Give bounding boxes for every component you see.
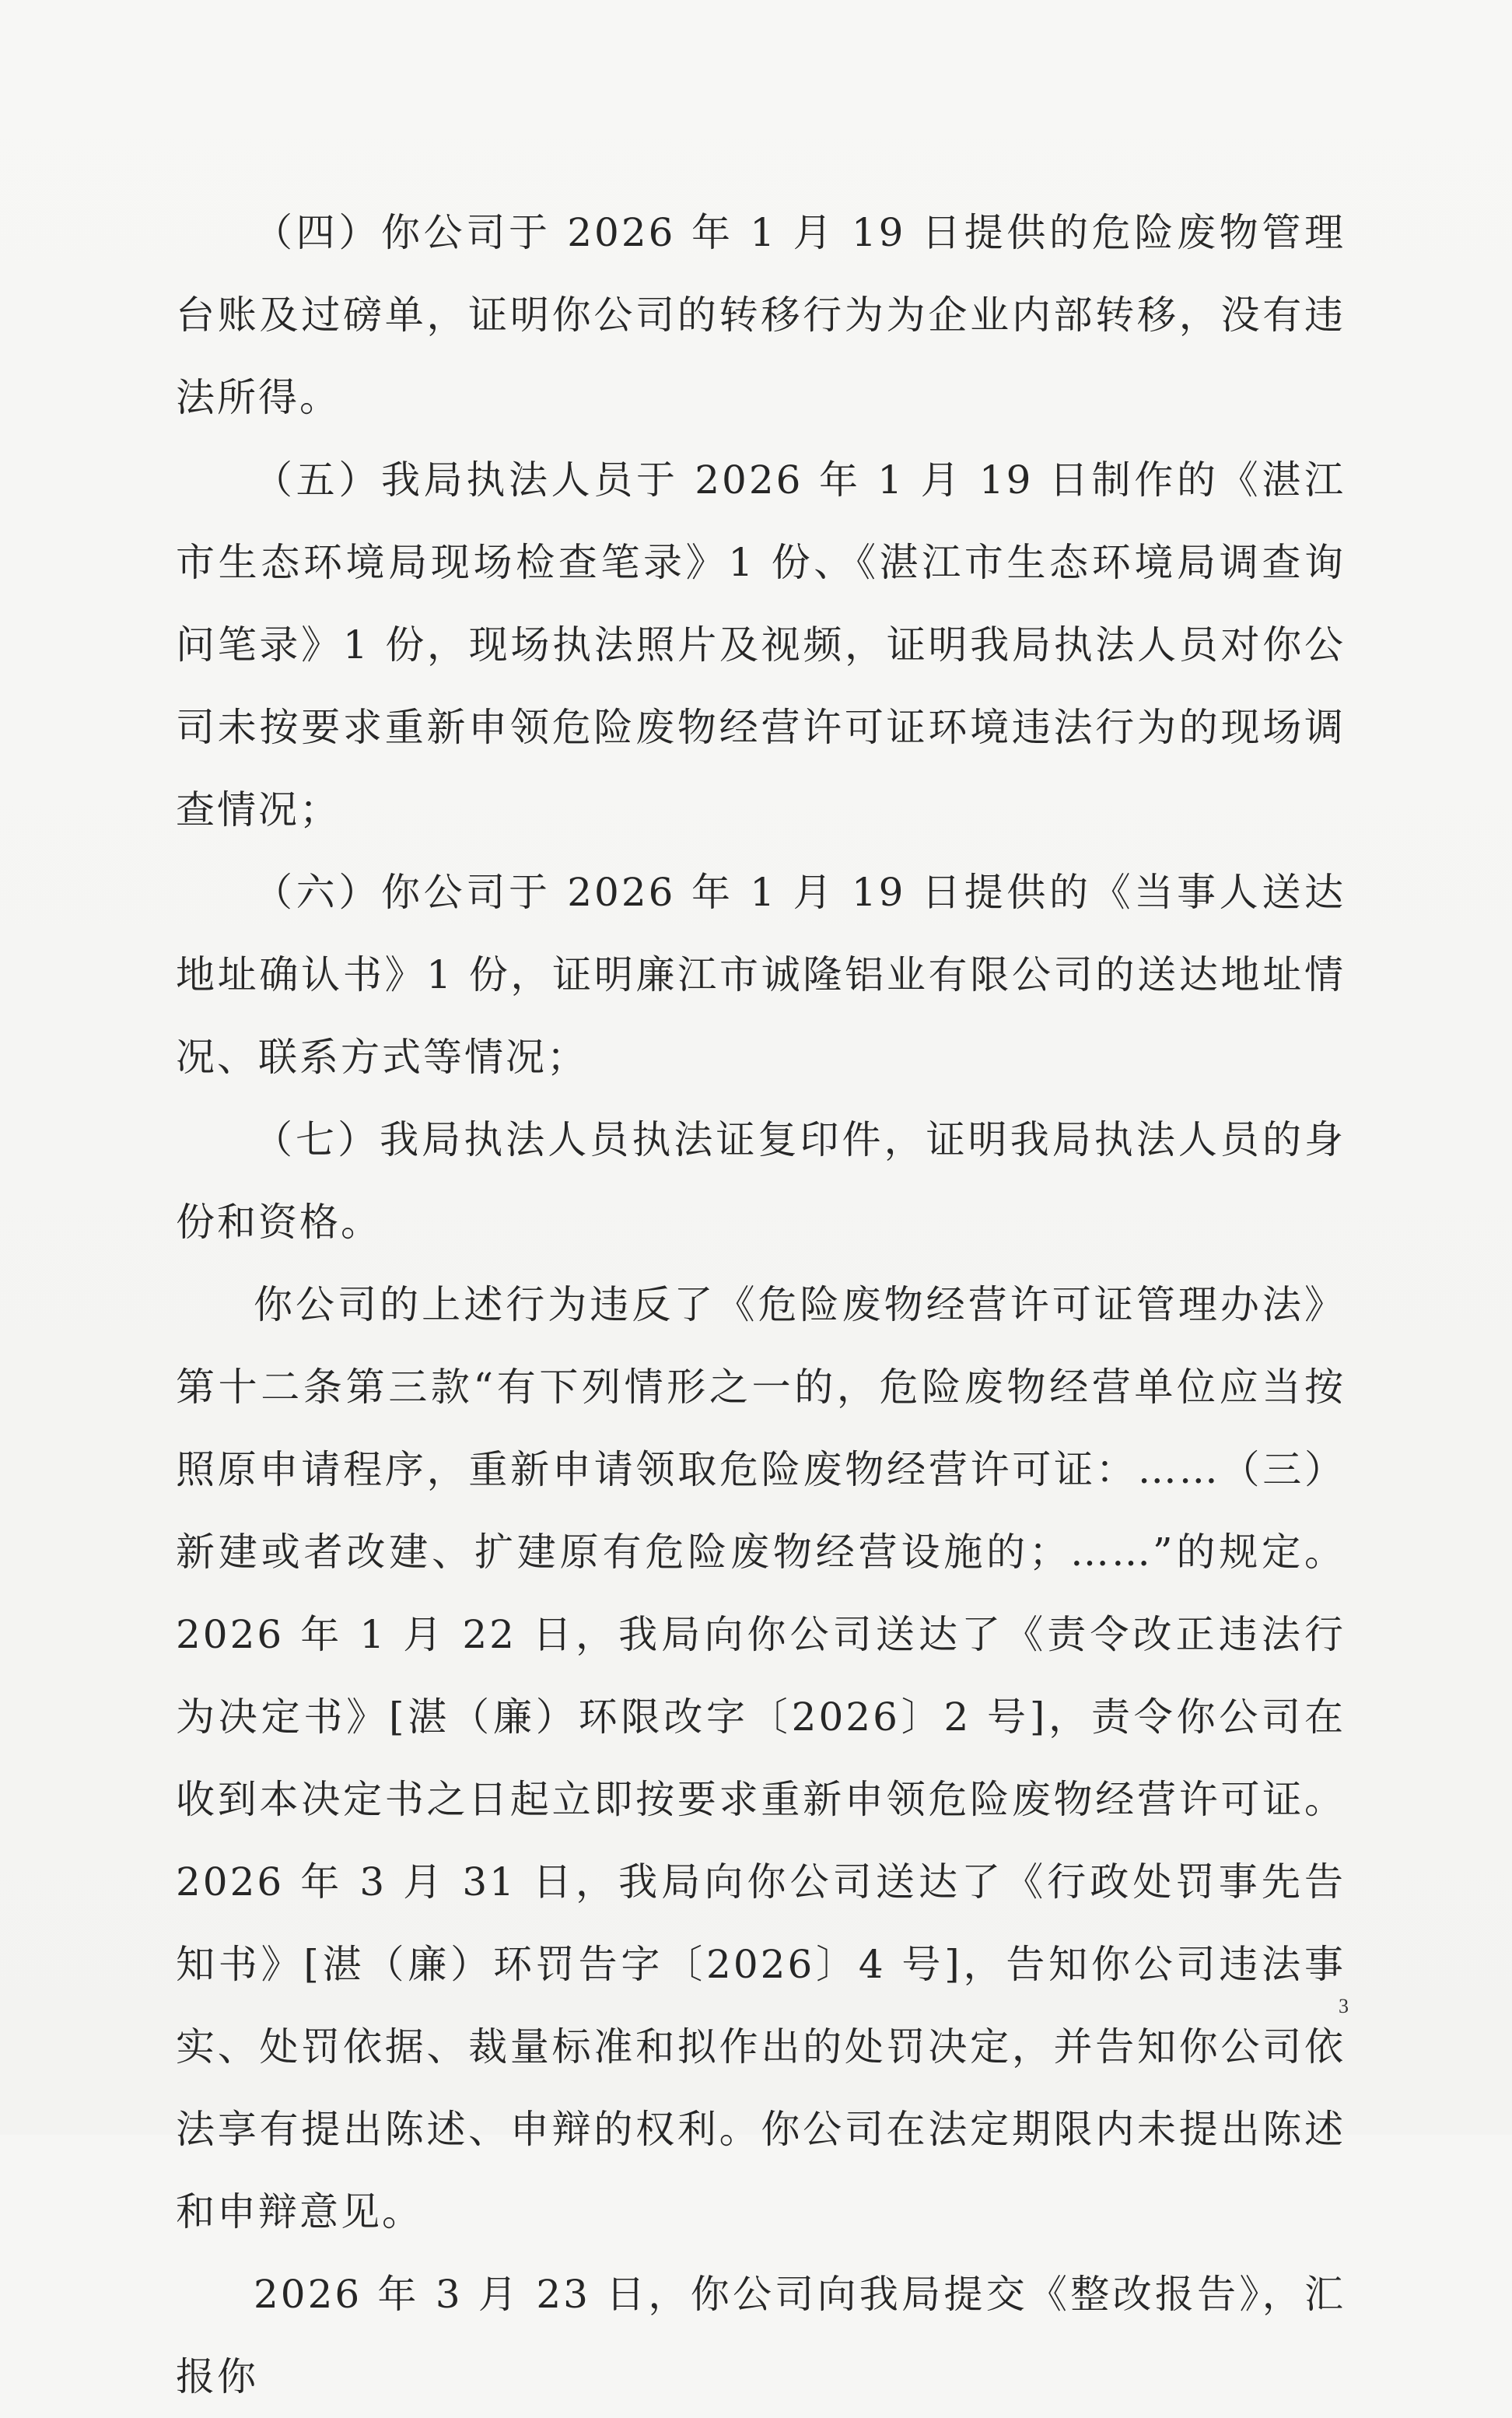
paragraph-rectification: 2026 年 3 月 23 日，你公司向我局提交《整改报告》，汇报你 bbox=[176, 2272, 1346, 2399]
paragraph-item-5: （五）我局执法人员于 2026 年 1 月 19 日制作的《湛江市生态环境局现场检查笔录》1 份、《湛江市生态环境局调查询问笔录》1 份，现场执法照片及视频，证明我局执法人员对你公司未按要求重新申领危险废物经营许可证环境违法行为的现场调查情况； bbox=[176, 457, 1346, 832]
paragraph-legal-basis: 你公司的上述行为违反了《危险废物经营许可证管理办法》第十二条第三款“有下列情形之一的，危险废物经营单位应当按照原申请程序，重新申请领取危险废物经营许可证：……（三）新建或者改建、扩建原有危险废物经营设施的；……”的规定。2026 年 1 月 22 日，我局向你公司送达了《责令改正违法行为决定书》[湛（廉）环限改字〔2026〕2 号]，责令你公司在收到本决定书之日起立即按要求重新申领危险废物经营许可证。2026 年 3 月 31 日，我局向你公司送达了《行政处罚事先告知书》[湛（廉）环罚告字〔2026〕4 号]，告知你公司违法事实、处罚依据、裁量标准和拟作出的处罚决定，并告知你公司依法享有提出陈述、申辩的权利。你公司在法定期限内未提出陈述和申辩意见。 bbox=[176, 1282, 1346, 2234]
page-number: 3 bbox=[1339, 1995, 1349, 2017]
paragraph-item-6: （六）你公司于 2026 年 1 月 19 日提供的《当事人送达地址确认书》1 份，证明廉江市诚隆铝业有限公司的送达地址情况、联系方式等情况； bbox=[176, 870, 1346, 1080]
paragraph-item-7: （七）我局执法人员执法证复印件，证明我局执法人员的身份和资格。 bbox=[176, 1117, 1346, 1245]
paragraph-item-4: （四）你公司于 2026 年 1 月 19 日提供的危险废物管理台账及过磅单，证明你公司的转移行为为企业内部转移，没有违法所得。 bbox=[176, 210, 1346, 420]
document-body bbox=[176, 191, 1346, 2418]
